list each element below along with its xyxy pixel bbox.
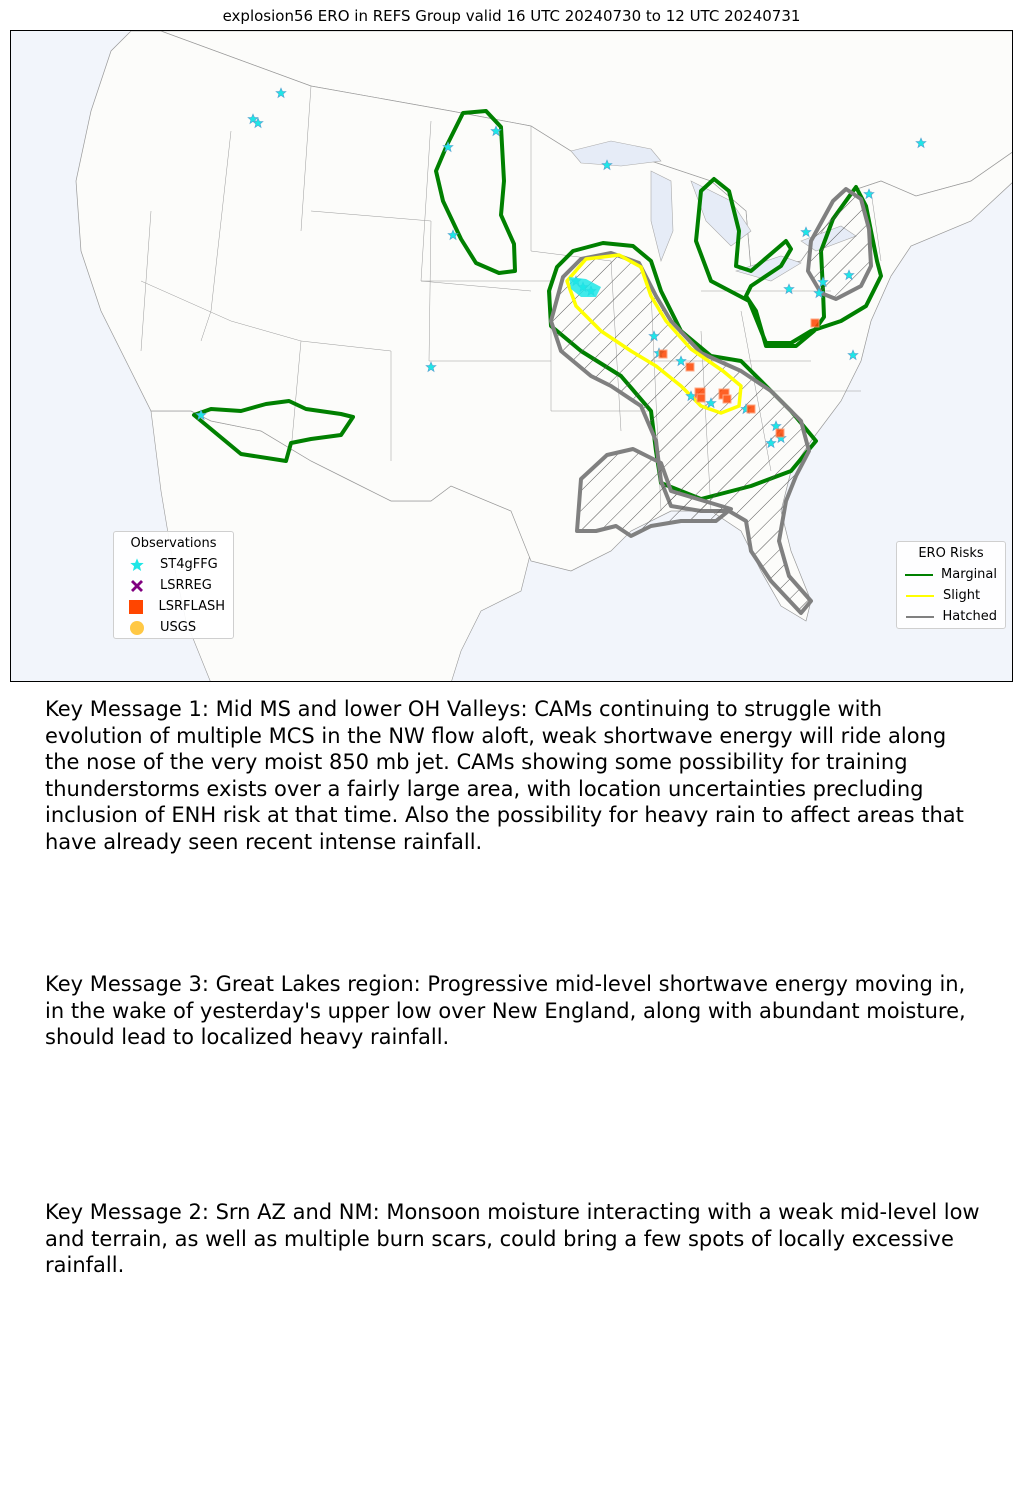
key-message-3: Key Message 3: Great Lakes region: Progressive mid-level shortwave energy moving in, in the wake of yesterday's upper low over New England, along with abundant moisture, should lead to localized heavy rainfall. [45, 972, 966, 1049]
legend-label: LSRFLASH [158, 599, 225, 614]
hatched-line-icon [905, 616, 935, 618]
legend-label: ST4gFFG [160, 557, 218, 572]
legend-label: Slight [943, 588, 981, 603]
key-message-1: Key Message 1: Mid MS and lower OH Valleys: CAMs continuing to struggle with evolution of multiple MCS in the NW flow aloft, weak shortwave energy will ride along the nose of the very moist 850 mb jet. CAMs showing some possibility for training thunderstorms exists over a fairly large area, with location uncertainties precluding inclusion of ENH risk at that time. Also the possibility for heavy rain to affect areas that have already seen recent intense rainfall. [45, 697, 964, 854]
legend-entry-slight [905, 585, 997, 606]
legend-entry-usgs [122, 617, 225, 638]
legend-label: Hatched [942, 609, 997, 624]
circle-icon [122, 620, 152, 636]
legend-entry-lsrreg [122, 575, 225, 596]
legend-entry-lsrflash [122, 596, 225, 617]
legend-entry-marginal [905, 564, 997, 585]
slight-line-icon [905, 595, 935, 597]
square-icon [122, 599, 151, 615]
legend-entry-st4gffg [122, 554, 225, 575]
ero-legend-title: ERO Risks [918, 546, 984, 561]
legend-label: LSRREG [160, 578, 212, 593]
marginal-line-icon [905, 574, 933, 576]
star-icon [122, 557, 152, 573]
observations-legend-title: Observations [130, 536, 217, 551]
legend-label: USGS [160, 620, 197, 635]
ero-risks-legend [896, 541, 1006, 629]
observations-legend [113, 531, 234, 639]
legend-entry-hatched [905, 606, 997, 627]
map-title: explosion56 ERO in REFS Group valid 16 UTC 20240730 to 12 UTC 20240731 [222, 7, 801, 25]
legend-label: Marginal [941, 567, 997, 582]
x-mark-icon [122, 578, 152, 594]
key-message-2: Key Message 2: Srn AZ and NM: Monsoon moisture interacting with a weak mid-level low and terrain, as well as multiple burn scars, could bring a few spots of locally excessive rainfall. [45, 1200, 980, 1277]
